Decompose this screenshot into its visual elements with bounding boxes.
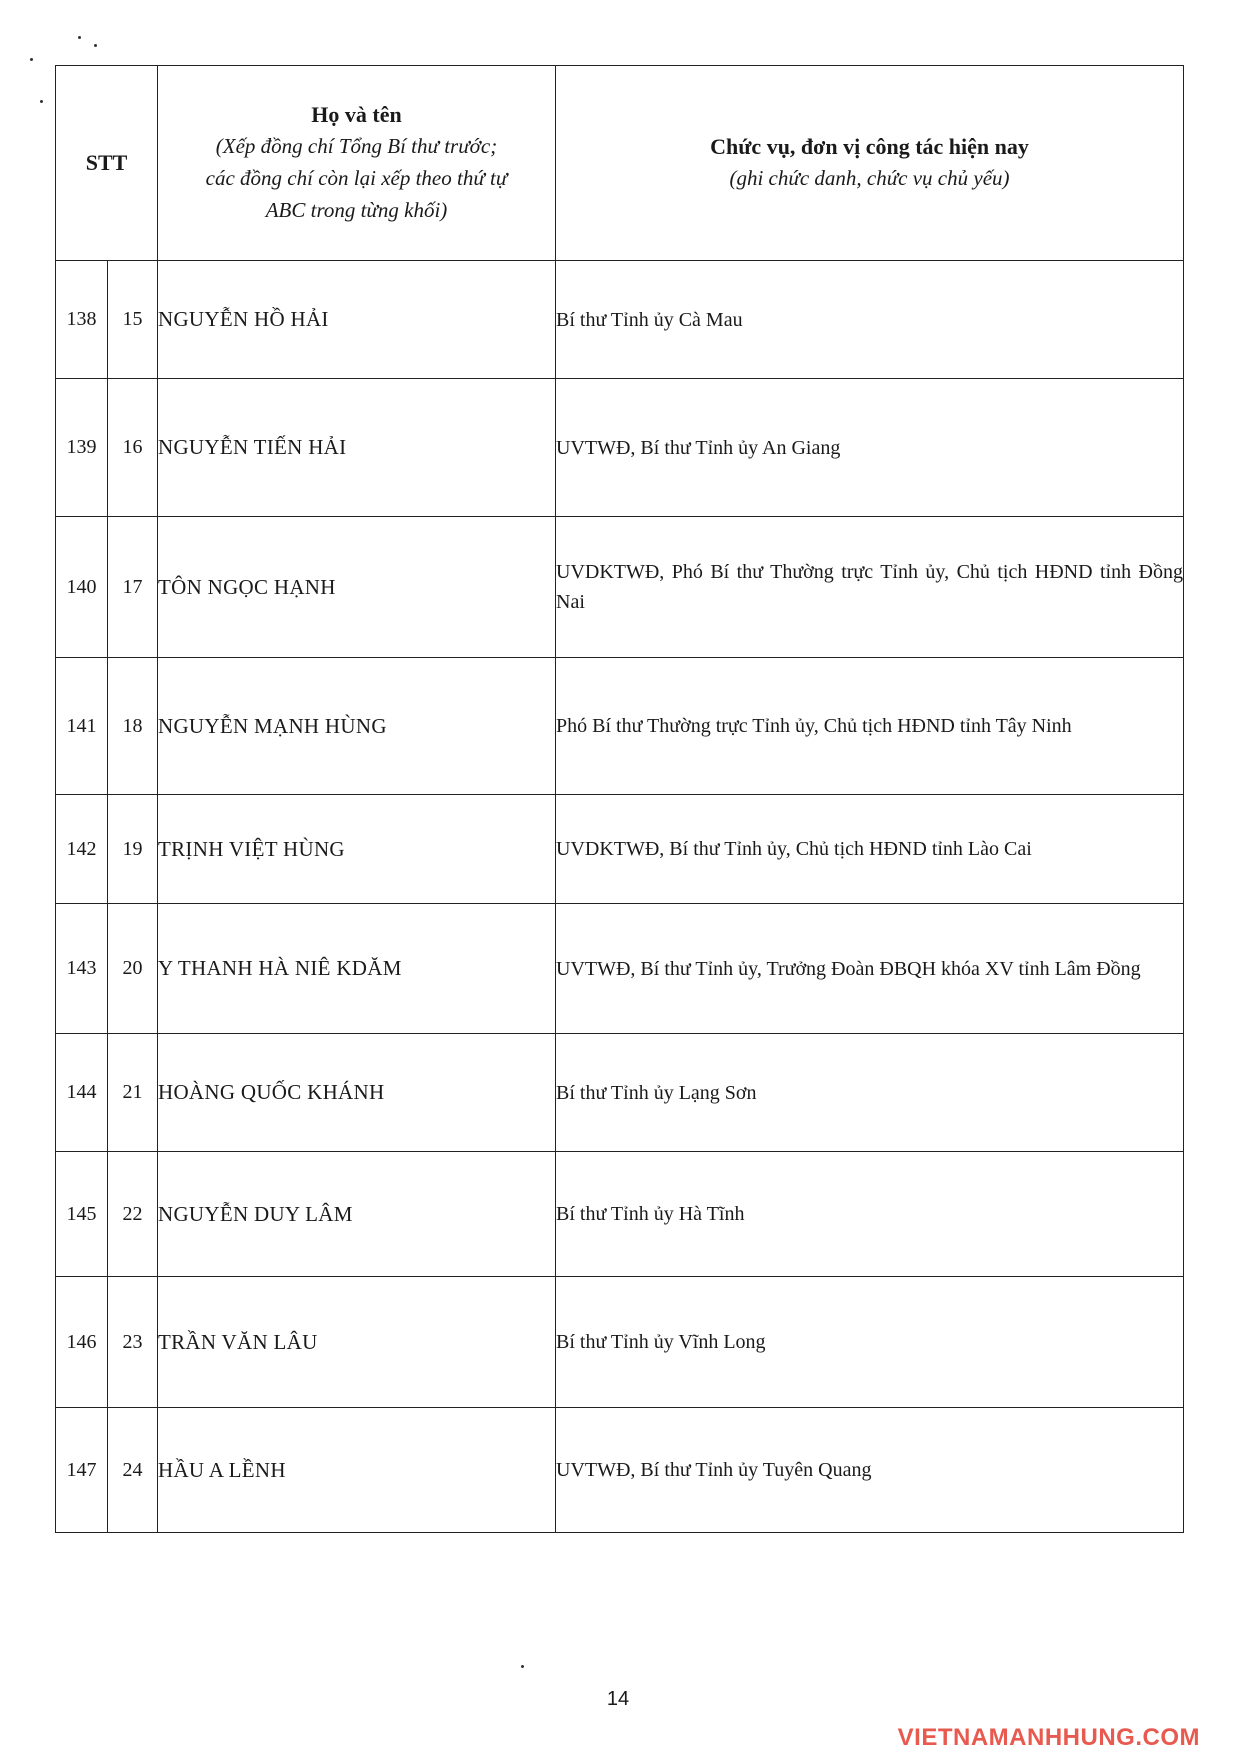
header-position-note: (ghi chức danh, chức vụ chủ yếu) (729, 166, 1010, 190)
header-stt: STT (56, 66, 158, 261)
row-sub-number: 24 (108, 1408, 158, 1533)
row-sub-number: 22 (108, 1152, 158, 1277)
table-row (56, 1277, 1184, 1408)
table-row (56, 261, 1184, 379)
row-name: TÔN NGỌC HẠNH (158, 517, 556, 658)
row-number: 142 (56, 795, 108, 904)
page-number: 14 (606, 1688, 630, 1710)
row-position: UVTWĐ, Bí thư Tỉnh ủy Tuyên Quang (556, 1408, 1184, 1533)
row-name: TRẦN VĂN LÂU (158, 1277, 556, 1408)
row-number: 143 (56, 904, 108, 1034)
row-position: Bí thư Tỉnh ủy Vĩnh Long (556, 1277, 1184, 1408)
watermark-logo: VIETNAMANHHUNG.COM (897, 1724, 1200, 1751)
table-row (56, 379, 1184, 517)
row-name: Y THANH HÀ NIÊ KDĂM (158, 904, 556, 1034)
row-number: 146 (56, 1277, 108, 1408)
scan-speck (94, 44, 97, 47)
row-position: Bí thư Tỉnh ủy Lạng Sơn (556, 1034, 1184, 1152)
scan-speck (521, 1665, 524, 1668)
row-name: HẦU A LỀNH (158, 1408, 556, 1533)
row-sub-number: 21 (108, 1034, 158, 1152)
row-sub-number: 20 (108, 904, 158, 1034)
row-number: 141 (56, 658, 108, 795)
row-name: NGUYỄN DUY LÂM (158, 1152, 556, 1277)
row-number: 147 (56, 1408, 108, 1533)
row-name: TRỊNH VIỆT HÙNG (158, 795, 556, 904)
table-row (56, 1034, 1184, 1152)
row-position: Bí thư Tỉnh ủy Cà Mau (556, 261, 1184, 379)
row-position: UVTWĐ, Bí thư Tỉnh ủy An Giang (556, 379, 1184, 517)
table-row (56, 517, 1184, 658)
member-table (55, 65, 1184, 1533)
row-number: 140 (56, 517, 108, 658)
header-position (556, 66, 1184, 261)
row-sub-number: 19 (108, 795, 158, 904)
row-sub-number: 18 (108, 658, 158, 795)
row-name: HOÀNG QUỐC KHÁNH (158, 1034, 556, 1152)
row-number: 138 (56, 261, 108, 379)
table-row (56, 1152, 1184, 1277)
row-position: UVDKTWĐ, Phó Bí thư Thường trực Tỉnh ủy, Chủ tịch HĐND tỉnh Đồng Nai (556, 517, 1184, 658)
scan-speck (78, 36, 81, 39)
table-row (56, 795, 1184, 904)
row-position: UVDKTWĐ, Bí thư Tỉnh ủy, Chủ tịch HĐND tỉnh Lào Cai (556, 795, 1184, 904)
row-sub-number: 17 (108, 517, 158, 658)
row-number: 139 (56, 379, 108, 517)
row-name: NGUYỄN MẠNH HÙNG (158, 658, 556, 795)
header-name-note-2: các đồng chí còn lại xếp theo thứ tự (205, 166, 508, 190)
scan-speck (40, 100, 43, 103)
table-row (56, 658, 1184, 795)
scan-speck (30, 58, 33, 61)
table-header-row (56, 66, 1184, 261)
table-row (56, 1408, 1184, 1533)
row-sub-number: 15 (108, 261, 158, 379)
row-name: NGUYỄN TIẾN HẢI (158, 379, 556, 517)
row-sub-number: 16 (108, 379, 158, 517)
row-position: Phó Bí thư Thường trực Tỉnh ủy, Chủ tịch HĐND tỉnh Tây Ninh (556, 658, 1184, 795)
header-name-note-3: ABC trong từng khối) (265, 198, 448, 222)
header-name (158, 66, 556, 261)
row-position: UVTWĐ, Bí thư Tỉnh ủy, Trưởng Đoàn ĐBQH khóa XV tỉnh Lâm Đồng (556, 904, 1184, 1034)
header-name-title: Họ và tên (311, 102, 402, 127)
row-number: 144 (56, 1034, 108, 1152)
row-number: 145 (56, 1152, 108, 1277)
header-position-title: Chức vụ, đơn vị công tác hiện nay (710, 134, 1029, 159)
row-position: Bí thư Tỉnh ủy Hà Tĩnh (556, 1152, 1184, 1277)
row-sub-number: 23 (108, 1277, 158, 1408)
header-name-note-1: (Xếp đồng chí Tổng Bí thư trước; (215, 134, 498, 158)
row-name: NGUYỄN HỒ HẢI (158, 261, 556, 379)
table-row (56, 904, 1184, 1034)
